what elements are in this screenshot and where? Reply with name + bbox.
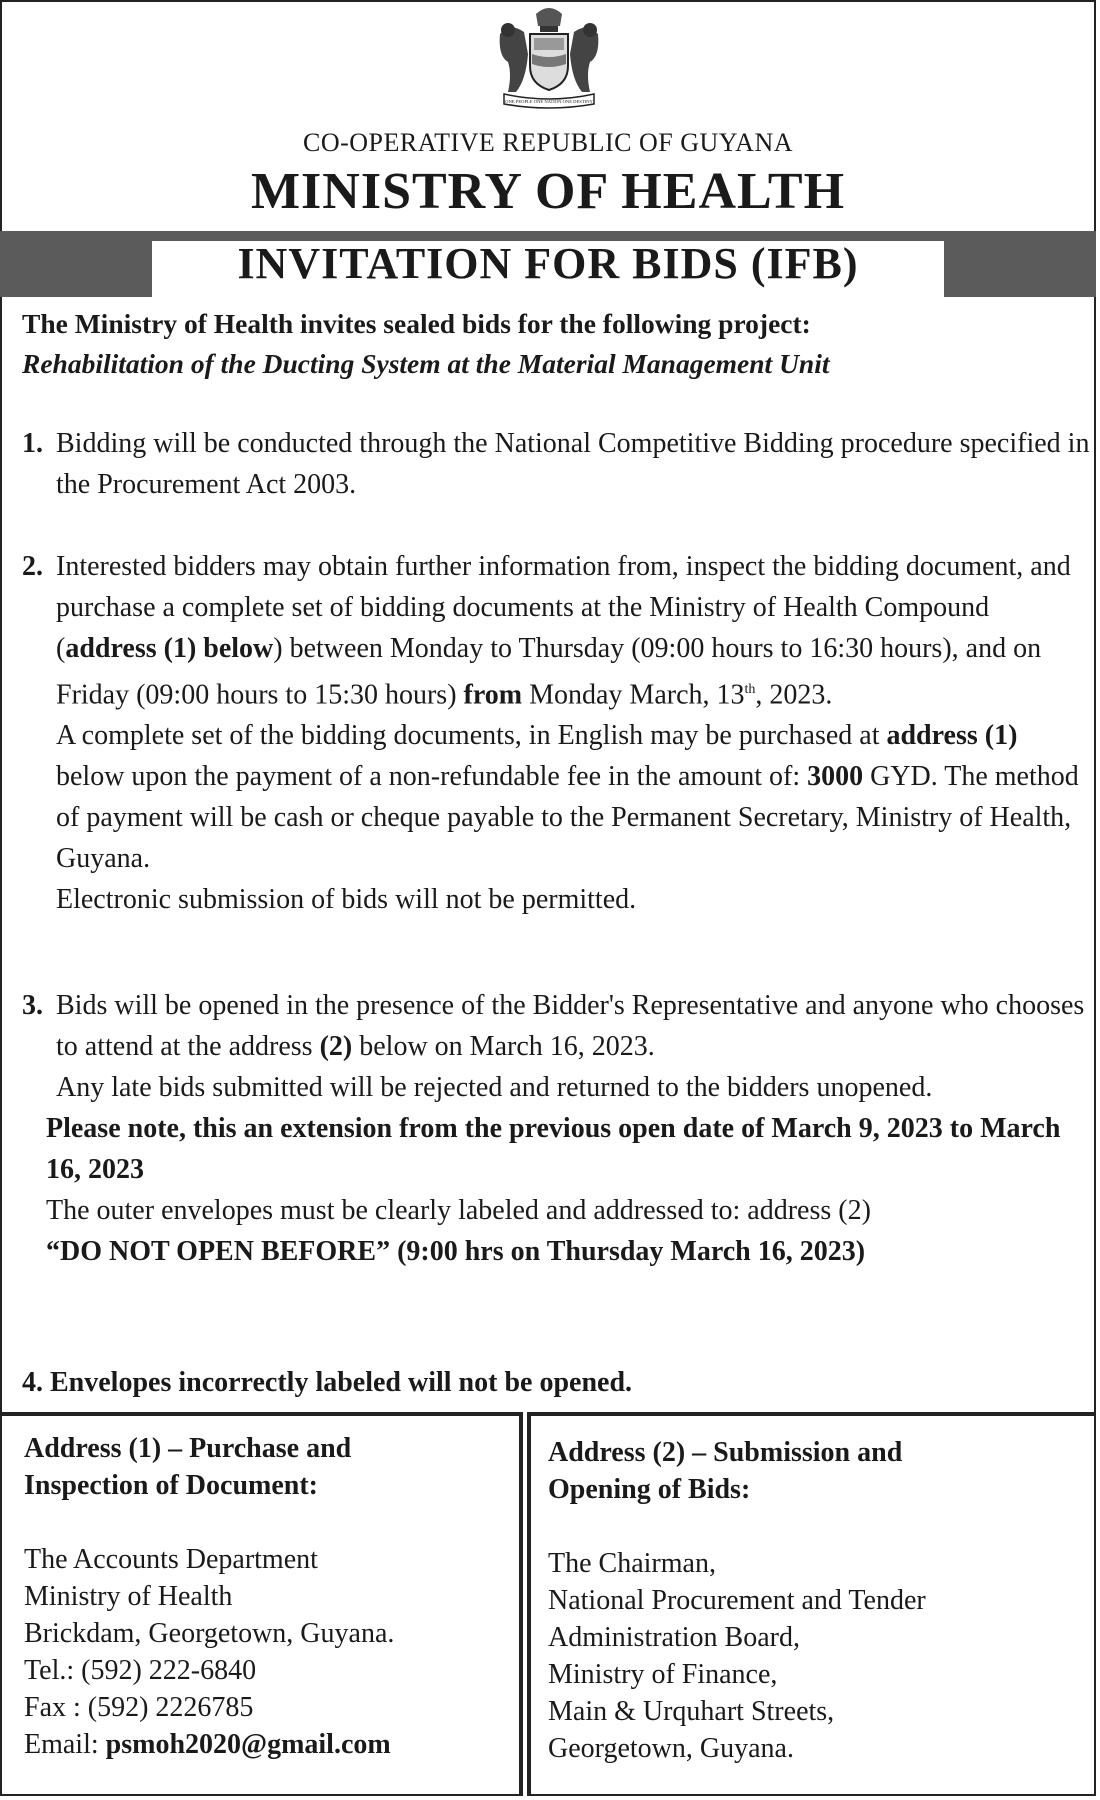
item-text: below on March 16, 2023. (352, 1031, 655, 1062)
project-title: Rehabilitation of the Ducting System at the Material Management Unit (22, 348, 830, 379)
email-line (24, 1726, 514, 1763)
email-address: psmoh2020@gmail.com (105, 1729, 391, 1760)
item-4 (22, 1362, 1092, 1403)
item-text: Bidding will be conducted through the National Competitive Bidding procedure specified in the Procurement Act 2003. (56, 428, 1090, 500)
address-divider (519, 1412, 531, 1796)
do-not-open-notice: “DO NOT OPEN BEFORE” (9:00 hrs on Thursday March 16, 2023) (46, 1236, 866, 1267)
address-line: The Chairman, (548, 1548, 716, 1579)
item-text: The outer envelopes must be clearly labeled and addressed to: address (2) (46, 1195, 871, 1226)
item-text: 4. Envelopes incorrectly labeled will not be opened. (22, 1367, 633, 1398)
item-number: 2. (22, 551, 43, 582)
item-1 (22, 423, 1092, 505)
item-text: , 2023. (755, 679, 833, 711)
item-text: GYD. The method of payment will be cash or cheque payable to the Permanent Secretary, Ministry of Health, Guyana. (56, 761, 1079, 875)
intro-line: The Ministry of Health invites sealed bids for the following project: (22, 308, 811, 339)
item-3 (22, 985, 1092, 1272)
extension-note: Please note, this an extension from the previous open date of March 9, 2023 to March 16, 2023 (46, 1113, 1061, 1185)
address-1-heading: Address (1) – Purchase and (24, 1433, 352, 1464)
ministry-name: MINISTRY OF HEALTH (250, 163, 846, 220)
item-2 (22, 546, 1092, 920)
item-bold: from (463, 679, 523, 711)
item-text: Bids will be opened in the presence of the Bidder's Representative and anyone who chooses to attend at the address (56, 990, 1085, 1062)
item-superscript: th (744, 682, 756, 697)
address-line: National Procurement and Tender (548, 1585, 926, 1616)
banner-title: INVITATION FOR BIDS (IFB) (237, 239, 859, 288)
coat-of-arms-icon (490, 4, 608, 110)
address-2-heading: Address (2) – Submission and (548, 1437, 903, 1468)
item-text: below upon the payment of a non-refundable fee in the amount of: (56, 761, 808, 793)
item-text: Electronic submission of bids will not be permitted. (56, 884, 637, 916)
intro (22, 304, 1082, 384)
item-text: Monday March, 13 (522, 679, 745, 711)
address-1-heading: Inspection of Document: (24, 1470, 318, 1501)
item-bold: (2) (319, 1031, 353, 1062)
address-2 (548, 1434, 1078, 1767)
fax-line: Fax : (592) 2226785 (24, 1692, 254, 1723)
item-text: ) between Monday to Thursday (09:00 hours to 16:30 hours), and on Friday (09:00 hours to 15:30 hours) (56, 633, 1042, 711)
item-text: A complete set of the bidding documents, in English may be purchased at (56, 720, 887, 752)
item-bold: 3000 (807, 761, 864, 793)
item-number: 3. (22, 990, 43, 1021)
item-number: 1. (22, 428, 43, 459)
country-name: CO-OPERATIVE REPUBLIC OF GUYANA (302, 128, 794, 157)
address-1 (24, 1430, 514, 1763)
item-text: Interested bidders may obtain further information from, inspect the bidding document, and purchase a complete set of bidding documents at the Ministry of Health Compound ( (56, 551, 1071, 664)
item-bold: address (1) below (65, 633, 274, 664)
address-2-heading: Opening of Bids: (548, 1474, 751, 1505)
address-line: Ministry of Finance, (548, 1659, 778, 1690)
address-line: Georgetown, Guyana. (548, 1733, 794, 1764)
item-bold: address (1) (886, 720, 1018, 752)
crest-motto: ONE PEOPLE ONE NATION ONE DESTINY (505, 99, 593, 104)
item-text: Any late bids submitted will be rejected and returned to the bidders unopened. (56, 1072, 933, 1103)
address-line: Ministry of Health (24, 1581, 233, 1612)
address-line: Main & Urquhart Streets, (548, 1696, 835, 1727)
address-line: The Accounts Department (24, 1544, 318, 1575)
phone-line: Tel.: (592) 222-6840 (24, 1655, 257, 1686)
email-label: Email: (24, 1729, 106, 1760)
address-line: Brickdam, Georgetown, Guyana. (24, 1618, 395, 1649)
address-line: Administration Board, (548, 1622, 800, 1653)
